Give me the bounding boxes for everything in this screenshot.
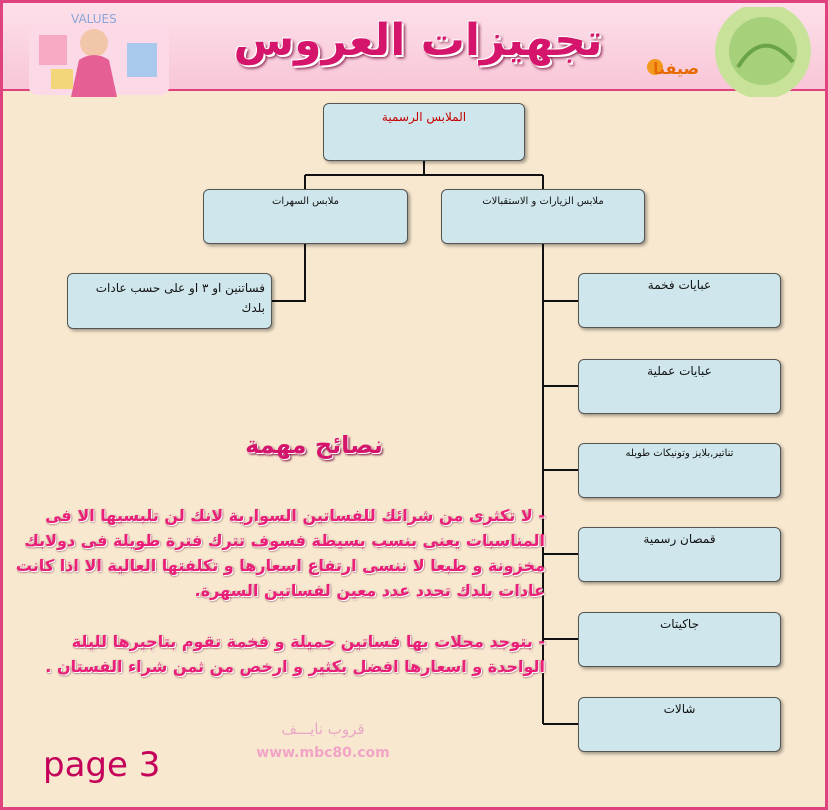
svg-text:VALUES: VALUES bbox=[71, 12, 117, 26]
logo-text: صيفنا bbox=[653, 59, 700, 78]
page-number: page 3 bbox=[43, 745, 161, 785]
credit-name: قروب نايـــف bbox=[281, 720, 365, 738]
visits-child-node: جاكيتات bbox=[578, 612, 781, 667]
visits-child-node: عبايات فخمة bbox=[578, 273, 781, 328]
tip-paragraph: - بتوجد محلات بها فساتين جميلة و فخمة تقوم بتاجيرها لليلة الواحدة و اسعارها افضل بكثير و ارخص من ثمن شراء الفستان . bbox=[45, 632, 545, 676]
visits-child-node: تناتير,بلايز وتونيكات طويله bbox=[578, 443, 781, 498]
credit-url: www.mbc80.com bbox=[256, 745, 390, 761]
page-title: تجهيزات العروس bbox=[233, 15, 603, 66]
branch-node-evening: ملابس السهرات bbox=[203, 189, 408, 244]
tip-paragraph: - لا تكثرى من شرائك للفساتين السوارية لانك لن تلبسيها الا فى المناسبات يعنى بنسب بسيطة فسوف تترك فترة طويلة فى دولابك مخزونة و طبعا لا ننسى ارتفاع اسعارها و تكلفتها العالية الا اذا كانت عادات بلدك تحدد عدد معين لفساتين السهرة. bbox=[15, 506, 545, 600]
evening-child-node: فساتنين او ٣ او على حسب عادات بلدك bbox=[67, 273, 272, 329]
tips-heading: نصائح مهمة bbox=[245, 431, 383, 459]
connector-evening-child bbox=[272, 244, 305, 301]
visits-child-node: عبايات عملية bbox=[578, 359, 781, 414]
visits-child-node: شالات bbox=[578, 697, 781, 752]
visits-child-node: قمصان رسمية bbox=[578, 527, 781, 582]
root-node: الملابس الرسمية bbox=[323, 103, 525, 161]
branch-node-visits: ملابس الزيارات و الاستقبالات bbox=[441, 189, 645, 244]
